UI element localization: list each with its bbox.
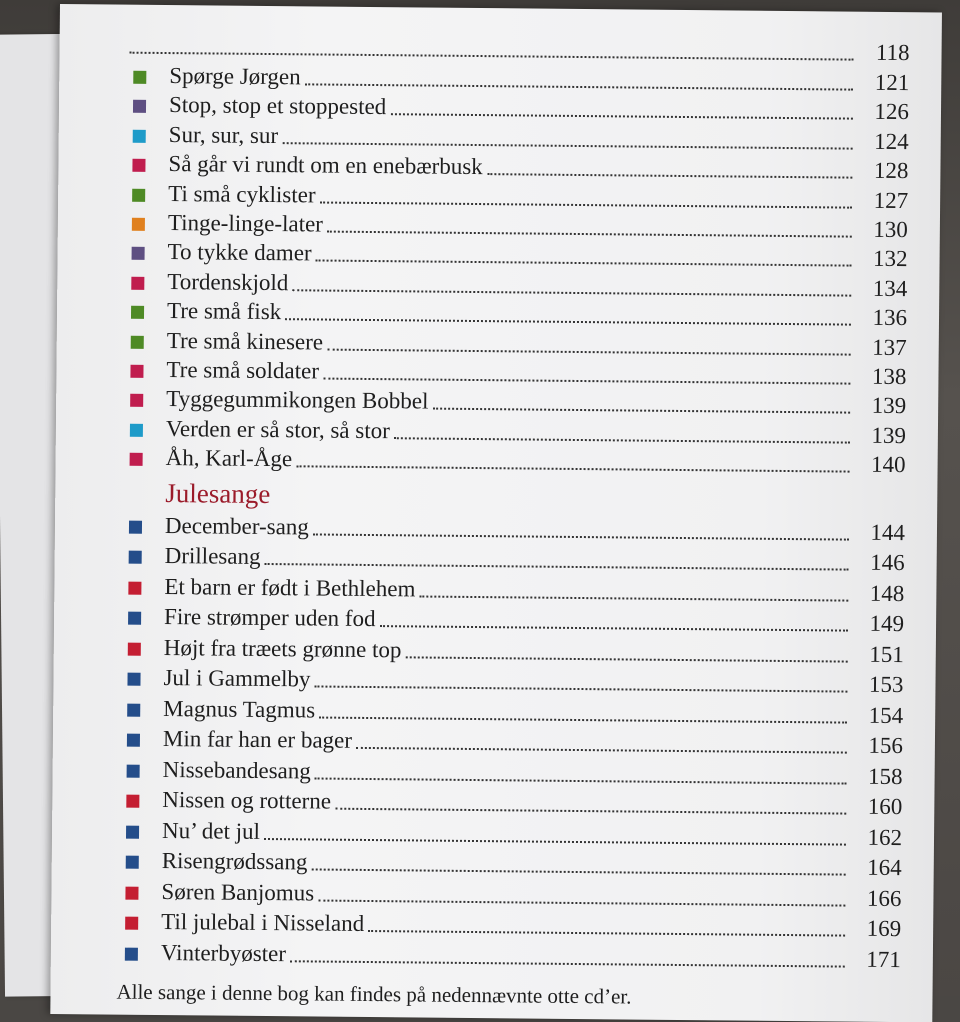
song-title: Tordenskjold [167, 268, 289, 296]
song-title: Til julebal i Nisseland [161, 909, 365, 937]
leader-dots [327, 348, 850, 355]
page-number: 127 [873, 187, 909, 213]
section-heading: Julesange [165, 477, 271, 509]
song-title: Stop, stop et stoppested [168, 92, 387, 120]
leader-dots [327, 231, 852, 238]
page-number: 149 [869, 610, 905, 637]
leader-dots [315, 686, 848, 693]
leader-dots [394, 437, 850, 443]
song-title: Tre små fisk [166, 298, 282, 325]
song-title: Tre små soldater [166, 357, 320, 384]
color-marker [126, 856, 139, 869]
page-number: 121 [874, 69, 910, 96]
page-number: 162 [867, 824, 903, 850]
color-marker [131, 335, 144, 348]
color-marker [125, 886, 138, 899]
page-number: 158 [868, 763, 903, 789]
color-marker [128, 612, 141, 625]
page-number: 169 [866, 915, 902, 942]
page-number: 153 [868, 671, 904, 698]
page-number: 136 [872, 305, 908, 331]
leader-dots [368, 930, 845, 937]
song-title: Jul i Gammelby [163, 665, 311, 692]
page-number: 151 [869, 641, 904, 667]
color-marker [132, 159, 145, 172]
song-title: Så går vi rundt om en enebærbusk [168, 151, 483, 180]
song-title: Nissebandesang [162, 756, 311, 784]
leader-dots [282, 142, 852, 149]
leader-dots [356, 747, 847, 754]
page-number: 140 [870, 451, 906, 478]
leader-dots [296, 465, 849, 472]
page-number: 144 [870, 519, 906, 545]
song-title: Tinge-linge-later [167, 210, 324, 237]
song-title: Højt fra træets grønne top [163, 634, 402, 662]
song-title: Verden er så stor, så stor [165, 415, 390, 443]
color-marker [128, 642, 141, 655]
song-title: Nissen og rotterne [162, 787, 332, 814]
color-marker [130, 423, 143, 436]
page-number: 128 [873, 158, 909, 184]
song-title: Risengrødssang [161, 848, 308, 875]
page-number: 171 [866, 946, 901, 972]
leader-dots [487, 173, 852, 179]
color-marker [131, 306, 144, 319]
song-title: Sur, sur, sur [168, 121, 279, 148]
color-marker [129, 520, 142, 533]
leader-dots [315, 777, 847, 784]
page-number: 156 [868, 732, 904, 759]
leader-dots [312, 869, 846, 876]
color-marker [131, 276, 144, 289]
color-marker [133, 130, 146, 143]
song-title: Tyggegummikongen Bobbel [166, 386, 429, 414]
leader-dots [433, 408, 850, 414]
leader-dots [313, 533, 849, 540]
color-marker [132, 247, 145, 260]
color-marker [126, 795, 139, 808]
leader-dots [316, 260, 852, 267]
song-title: To tykke damer [167, 239, 312, 266]
color-marker [127, 734, 140, 747]
book-page [50, 4, 942, 1022]
page-number: 126 [874, 99, 910, 125]
color-marker [127, 764, 140, 777]
song-title: Ti små cyklister [168, 180, 316, 208]
leader-dots [285, 318, 851, 325]
page-number: 164 [867, 854, 902, 881]
leader-dots [293, 289, 852, 296]
page-number: 166 [866, 885, 902, 911]
song-title: Magnus Tagmus [163, 695, 316, 723]
footer-text: Alle sange i denne bog kan findes på nedennævnte otte cd’er. [116, 979, 632, 1009]
song-title: Nu’ det jul [161, 817, 261, 844]
song-title: December-sang [164, 512, 309, 540]
toc-row [121, 937, 901, 974]
song-title: Søren Banjomus [161, 878, 315, 906]
song-title: Et barn er født i Bethlehem [164, 573, 416, 602]
leader-dots [290, 960, 845, 967]
page-number: 154 [868, 702, 904, 728]
color-marker [130, 365, 143, 378]
leader-dots [305, 83, 853, 90]
page-number: 139 [871, 393, 907, 419]
leader-dots [390, 114, 852, 120]
color-marker [129, 551, 142, 564]
leader-dots [380, 625, 848, 631]
color-marker [125, 947, 138, 960]
toc-row [126, 443, 906, 480]
page-number: 137 [872, 334, 907, 360]
song-title: Tre små kinesere [166, 327, 324, 355]
song-title: Åh, Karl-Åge [165, 445, 293, 472]
song-title: Min far han er bager [162, 726, 353, 753]
color-marker [132, 218, 145, 231]
color-marker [125, 917, 138, 930]
leader-dots [320, 201, 852, 208]
color-marker [127, 673, 140, 686]
leader-dots [264, 838, 846, 846]
page-number: 146 [870, 549, 905, 576]
leader-dots [420, 595, 849, 601]
leader-dots [406, 656, 848, 662]
page-number: 138 [871, 363, 907, 390]
leader-dots [319, 716, 847, 723]
leader-dots [265, 563, 849, 571]
color-marker [133, 100, 146, 113]
song-title: Vinterbyøster [160, 939, 287, 966]
page-number: 160 [867, 793, 903, 820]
leader-dots [335, 808, 846, 815]
song-title: Drillesang [164, 543, 261, 570]
color-marker [133, 71, 146, 84]
page-number: 124 [874, 128, 909, 154]
leader-dots [130, 52, 854, 61]
color-marker [130, 453, 143, 466]
leader-dots [323, 378, 850, 385]
color-marker [132, 188, 145, 201]
song-title: Fire strømper uden fod [164, 604, 376, 632]
color-marker [127, 703, 140, 716]
color-marker [128, 581, 141, 594]
song-title: Spørge Jørgen [169, 63, 301, 90]
page-number: 132 [872, 246, 908, 272]
page-number: 118 [875, 39, 910, 66]
page-number: 130 [873, 216, 908, 243]
leader-dots [318, 899, 845, 906]
color-marker [126, 825, 139, 838]
page-number: 148 [869, 580, 905, 606]
page-number: 134 [872, 275, 908, 301]
color-marker [130, 394, 143, 407]
page-number: 139 [871, 422, 907, 448]
